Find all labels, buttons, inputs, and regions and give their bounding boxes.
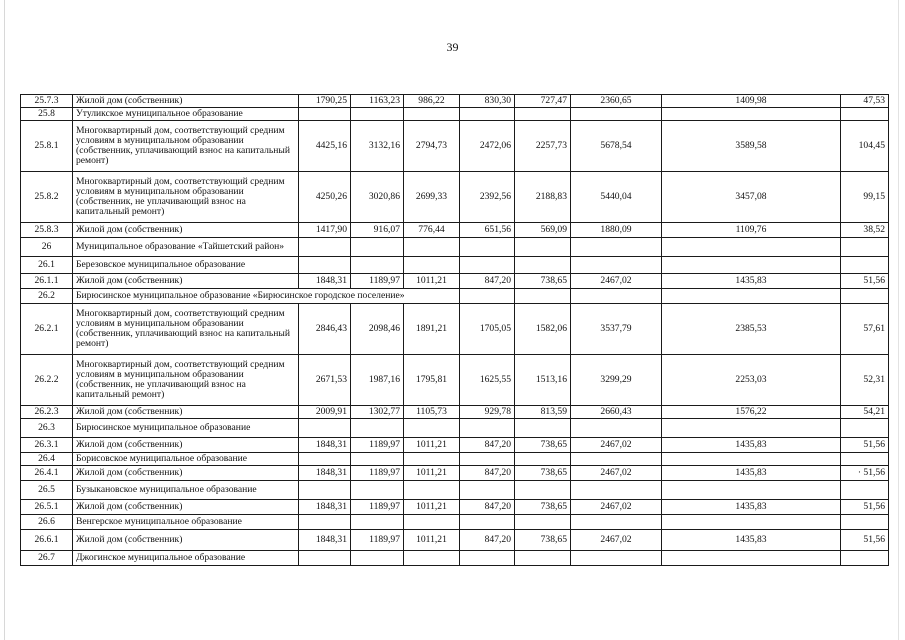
value-cell: 1435,83 <box>662 274 841 289</box>
empty-cell <box>299 551 351 566</box>
empty-cell <box>404 515 460 530</box>
empty-cell <box>662 419 841 438</box>
empty-cell <box>571 419 662 438</box>
empty-cell <box>515 453 571 466</box>
value-cell: 1417,90 <box>299 223 351 238</box>
empty-cell <box>571 481 662 500</box>
empty-cell <box>299 238 351 257</box>
value-cell: 2360,65 <box>571 95 662 108</box>
value-cell: 57,61 <box>841 304 889 355</box>
empty-cell <box>662 551 841 566</box>
section-title-cell: Венгерское муниципальное образование <box>73 515 299 530</box>
row-code-cell: 26.2.3 <box>21 406 73 419</box>
row-code-cell: 25.8.2 <box>21 172 73 223</box>
page-edge-right <box>898 0 899 640</box>
value-cell: 104,45 <box>841 121 889 172</box>
empty-cell <box>571 515 662 530</box>
empty-cell <box>515 481 571 500</box>
empty-cell <box>351 515 404 530</box>
value-cell: 3020,86 <box>351 172 404 223</box>
section-row <box>21 257 889 274</box>
empty-cell <box>571 551 662 566</box>
row-code-cell: 26.2 <box>21 289 73 304</box>
empty-cell <box>299 515 351 530</box>
empty-cell <box>404 238 460 257</box>
row-name-cell: Многоквартирный дом, соответствующий средним условиям в муниципальном образовании (собственник, не уплачивающий взнос на капитальный ремонт) <box>73 355 299 406</box>
empty-cell <box>299 257 351 274</box>
value-cell: 54,21 <box>841 406 889 419</box>
value-cell: 2699,33 <box>404 172 460 223</box>
empty-cell <box>351 238 404 257</box>
table-row <box>21 304 889 355</box>
section-title-cell: Муниципальное образование «Тайшетский район» <box>73 238 299 257</box>
value-cell: 847,20 <box>460 274 515 289</box>
value-cell: 1189,97 <box>351 438 404 453</box>
row-code-cell: 25.8.1 <box>21 121 73 172</box>
value-cell: 2467,02 <box>571 500 662 515</box>
value-cell: 738,65 <box>515 500 571 515</box>
empty-cell <box>841 481 889 500</box>
value-cell: 2467,02 <box>571 530 662 551</box>
empty-cell <box>351 108 404 121</box>
empty-cell <box>351 453 404 466</box>
row-name-cell: Жилой дом (собственник) <box>73 438 299 453</box>
empty-cell <box>662 515 841 530</box>
value-cell: 1163,23 <box>351 95 404 108</box>
value-cell: 1189,97 <box>351 530 404 551</box>
empty-cell <box>662 257 841 274</box>
row-code-cell: 25.8 <box>21 108 73 121</box>
value-cell: 929,78 <box>460 406 515 419</box>
value-cell: 651,56 <box>460 223 515 238</box>
value-cell: 2385,53 <box>662 304 841 355</box>
value-cell: 38,52 <box>841 223 889 238</box>
row-code-cell: 26.2.1 <box>21 304 73 355</box>
value-cell: 847,20 <box>460 466 515 481</box>
empty-cell <box>515 515 571 530</box>
value-cell: 1848,31 <box>299 500 351 515</box>
empty-cell <box>404 453 460 466</box>
value-cell: 916,07 <box>351 223 404 238</box>
table-row <box>21 406 889 419</box>
value-cell: 3132,16 <box>351 121 404 172</box>
row-code-cell: 26.7 <box>21 551 73 566</box>
section-row <box>21 453 889 466</box>
empty-cell <box>299 419 351 438</box>
value-cell: 2794,73 <box>404 121 460 172</box>
row-name-cell: Жилой дом (собственник) <box>73 274 299 289</box>
value-cell: 99,15 <box>841 172 889 223</box>
row-name-cell: Многоквартирный дом, соответствующий средним условиям в муниципальном образовании (собственник, уплачивающий взнос на капитальный ремонт) <box>73 304 299 355</box>
section-title-cell: Бирюсинское муниципальное образование «Бирюсинское городское поселение» <box>73 289 460 304</box>
empty-cell <box>351 551 404 566</box>
empty-cell <box>460 551 515 566</box>
value-cell: 4425,16 <box>299 121 351 172</box>
row-name-cell: Жилой дом (собственник) <box>73 530 299 551</box>
value-cell: 1109,76 <box>662 223 841 238</box>
value-cell: 1790,25 <box>299 95 351 108</box>
page-number: 39 <box>446 40 459 54</box>
section-title-cell: Борисовское муниципальное образование <box>73 453 299 466</box>
value-cell: 727,47 <box>515 95 571 108</box>
value-cell: 1435,83 <box>662 500 841 515</box>
row-code-cell: 26.4.1 <box>21 466 73 481</box>
value-cell: 986,22 <box>404 95 460 108</box>
value-cell: 1409,98 <box>662 95 841 108</box>
empty-cell <box>460 289 515 304</box>
row-name-cell: Жилой дом (собственник) <box>73 466 299 481</box>
value-cell: 1011,21 <box>404 274 460 289</box>
table-row <box>21 500 889 515</box>
value-cell: 1435,83 <box>662 530 841 551</box>
table-row <box>21 466 889 481</box>
value-cell: 2188,83 <box>515 172 571 223</box>
value-cell: 738,65 <box>515 530 571 551</box>
value-cell: 1011,21 <box>404 466 460 481</box>
value-cell: 738,65 <box>515 438 571 453</box>
section-title-cell: Бирюсинское муниципальное образование <box>73 419 299 438</box>
empty-cell <box>460 419 515 438</box>
empty-cell <box>351 257 404 274</box>
row-code-cell: 26.6 <box>21 515 73 530</box>
section-row <box>21 289 889 304</box>
empty-cell <box>841 108 889 121</box>
value-cell: 1105,73 <box>404 406 460 419</box>
table-row <box>21 95 889 108</box>
value-cell: 1189,97 <box>351 274 404 289</box>
value-cell: 1513,16 <box>515 355 571 406</box>
empty-cell <box>515 289 571 304</box>
section-row <box>21 481 889 500</box>
empty-cell <box>299 481 351 500</box>
value-cell: 1582,06 <box>515 304 571 355</box>
empty-cell <box>460 515 515 530</box>
value-cell: 847,20 <box>460 530 515 551</box>
empty-cell <box>571 453 662 466</box>
value-cell: 1880,09 <box>571 223 662 238</box>
table-row <box>21 121 889 172</box>
value-cell: 2392,56 <box>460 172 515 223</box>
value-cell: 2671,53 <box>299 355 351 406</box>
row-name-cell: Жилой дом (собственник) <box>73 95 299 108</box>
value-cell: 4250,26 <box>299 172 351 223</box>
row-name-cell: Жилой дом (собственник) <box>73 223 299 238</box>
value-cell: · 51,56 <box>841 466 889 481</box>
value-cell: 1435,83 <box>662 438 841 453</box>
value-cell: 830,30 <box>460 95 515 108</box>
section-title-cell: Бузыкановское муниципальное образование <box>73 481 299 500</box>
table-row <box>21 223 889 238</box>
value-cell: 1795,81 <box>404 355 460 406</box>
empty-cell <box>460 481 515 500</box>
value-cell: 1189,97 <box>351 500 404 515</box>
value-cell: 2846,43 <box>299 304 351 355</box>
value-cell: 51,56 <box>841 500 889 515</box>
value-cell: 1987,16 <box>351 355 404 406</box>
row-code-cell: 26.4 <box>21 453 73 466</box>
row-code-cell: 26.5.1 <box>21 500 73 515</box>
row-code-cell: 25.7.3 <box>21 95 73 108</box>
value-cell: 2253,03 <box>662 355 841 406</box>
value-cell: 1848,31 <box>299 274 351 289</box>
value-cell: 2472,06 <box>460 121 515 172</box>
empty-cell <box>841 238 889 257</box>
empty-cell <box>841 453 889 466</box>
value-cell: 1189,97 <box>351 466 404 481</box>
empty-cell <box>460 257 515 274</box>
value-cell: 2009,91 <box>299 406 351 419</box>
row-code-cell: 26.5 <box>21 481 73 500</box>
empty-cell <box>460 453 515 466</box>
empty-cell <box>841 515 889 530</box>
empty-cell <box>460 108 515 121</box>
empty-cell <box>662 453 841 466</box>
value-cell: 1891,21 <box>404 304 460 355</box>
tariff-table <box>20 94 889 566</box>
value-cell: 47,53 <box>841 95 889 108</box>
value-cell: 847,20 <box>460 438 515 453</box>
value-cell: 51,56 <box>841 438 889 453</box>
page-edge-left <box>4 0 5 640</box>
value-cell: 1011,21 <box>404 438 460 453</box>
value-cell: 1848,31 <box>299 466 351 481</box>
section-title-cell: Утуликское муниципальное образование <box>73 108 299 121</box>
row-code-cell: 25.8.3 <box>21 223 73 238</box>
row-code-cell: 26.6.1 <box>21 530 73 551</box>
empty-cell <box>404 551 460 566</box>
empty-cell <box>299 108 351 121</box>
empty-cell <box>515 108 571 121</box>
value-cell: 2467,02 <box>571 438 662 453</box>
value-cell: 2467,02 <box>571 274 662 289</box>
value-cell: 3537,79 <box>571 304 662 355</box>
value-cell: 52,31 <box>841 355 889 406</box>
empty-cell <box>841 419 889 438</box>
section-row <box>21 419 889 438</box>
value-cell: 3589,58 <box>662 121 841 172</box>
empty-cell <box>515 419 571 438</box>
empty-cell <box>662 108 841 121</box>
empty-cell <box>351 419 404 438</box>
value-cell: 1705,05 <box>460 304 515 355</box>
table-row <box>21 530 889 551</box>
empty-cell <box>515 257 571 274</box>
row-code-cell: 26.3 <box>21 419 73 438</box>
value-cell: 1011,21 <box>404 530 460 551</box>
table-row <box>21 355 889 406</box>
table-body <box>21 95 889 566</box>
empty-cell <box>662 289 841 304</box>
value-cell: 813,59 <box>515 406 571 419</box>
row-name-cell: Многоквартирный дом, соответствующий средним условиям в муниципальном образовании (собственник, не уплачивающий взнос на капитальный ремонт) <box>73 172 299 223</box>
empty-cell <box>571 238 662 257</box>
value-cell: 1848,31 <box>299 438 351 453</box>
section-row <box>21 551 889 566</box>
empty-cell <box>404 108 460 121</box>
empty-cell <box>404 419 460 438</box>
empty-cell <box>841 289 889 304</box>
empty-cell <box>662 481 841 500</box>
row-name-cell: Многоквартирный дом, соответствующий средним условиям в муниципальном образовании (собственник, уплачивающий взнос на капитальный ремонт) <box>73 121 299 172</box>
empty-cell <box>841 257 889 274</box>
value-cell: 2098,46 <box>351 304 404 355</box>
value-cell: 2257,73 <box>515 121 571 172</box>
empty-cell <box>515 238 571 257</box>
row-code-cell: 26.3.1 <box>21 438 73 453</box>
value-cell: 3299,29 <box>571 355 662 406</box>
empty-cell <box>515 551 571 566</box>
row-code-cell: 26.1 <box>21 257 73 274</box>
value-cell: 1435,83 <box>662 466 841 481</box>
empty-cell <box>662 238 841 257</box>
empty-cell <box>351 481 404 500</box>
empty-cell <box>571 257 662 274</box>
row-name-cell: Жилой дом (собственник) <box>73 500 299 515</box>
table-row <box>21 438 889 453</box>
value-cell: 3457,08 <box>662 172 841 223</box>
table-row <box>21 274 889 289</box>
table-row <box>21 172 889 223</box>
value-cell: 1011,21 <box>404 500 460 515</box>
empty-cell <box>571 289 662 304</box>
row-code-cell: 26.2.2 <box>21 355 73 406</box>
value-cell: 51,56 <box>841 530 889 551</box>
section-row <box>21 238 889 257</box>
empty-cell <box>460 238 515 257</box>
value-cell: 1576,22 <box>662 406 841 419</box>
value-cell: 569,09 <box>515 223 571 238</box>
section-row <box>21 108 889 121</box>
value-cell: 51,56 <box>841 274 889 289</box>
value-cell: 1302,77 <box>351 406 404 419</box>
value-cell: 2467,02 <box>571 466 662 481</box>
value-cell: 1848,31 <box>299 530 351 551</box>
row-name-cell: Жилой дом (собственник) <box>73 406 299 419</box>
section-row <box>21 515 889 530</box>
empty-cell <box>841 551 889 566</box>
empty-cell <box>404 481 460 500</box>
value-cell: 776,44 <box>404 223 460 238</box>
value-cell: 847,20 <box>460 500 515 515</box>
value-cell: 5678,54 <box>571 121 662 172</box>
row-code-cell: 26 <box>21 238 73 257</box>
section-title-cell: Березовское муниципальное образование <box>73 257 299 274</box>
empty-cell <box>299 453 351 466</box>
value-cell: 738,65 <box>515 466 571 481</box>
value-cell: 2660,43 <box>571 406 662 419</box>
empty-cell <box>404 257 460 274</box>
empty-cell <box>571 108 662 121</box>
section-title-cell: Джогинское муниципальное образование <box>73 551 299 566</box>
value-cell: 1625,55 <box>460 355 515 406</box>
row-code-cell: 26.1.1 <box>21 274 73 289</box>
value-cell: 5440,04 <box>571 172 662 223</box>
value-cell: 738,65 <box>515 274 571 289</box>
